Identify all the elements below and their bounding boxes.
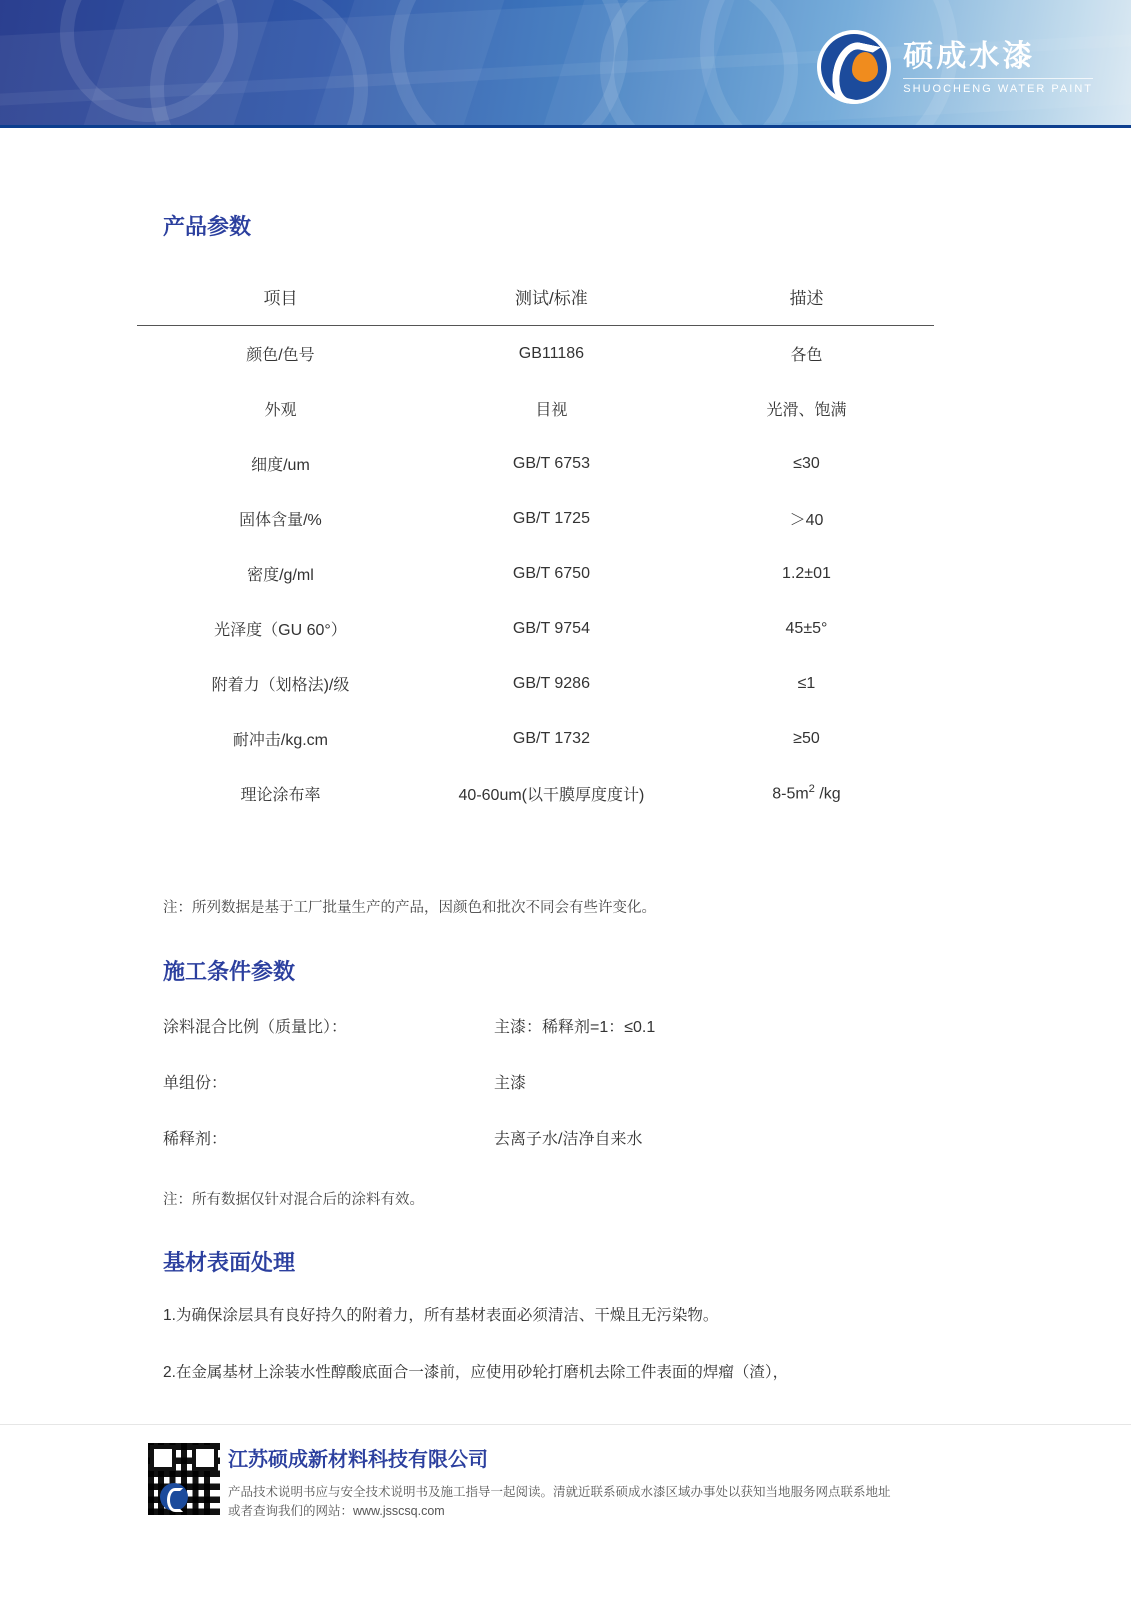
footer-logo-icon xyxy=(160,1483,188,1511)
cell-description: 光滑、饱满 xyxy=(766,402,847,419)
footer-disclaimer-line-1: 产品技术说明书应与安全技术说明书及施工指导一起阅读。清就近联系硕成水漆区域办事处以获知当地服务网点联系地址 xyxy=(228,1485,891,1499)
cell-item: 外观 xyxy=(264,402,297,419)
cell-description: ≥50 xyxy=(793,729,820,747)
construction-value: 去离子水/洁净自来水 xyxy=(494,1131,643,1148)
coverage-value-suffix: /kg xyxy=(814,785,841,803)
table-row xyxy=(137,766,934,821)
cell-item: 细度/um xyxy=(251,457,310,474)
construction-value: 主漆：稀释剂=1：≤0.1 xyxy=(494,1019,656,1036)
cell-standard: 40-60um(以干膜厚度度计) xyxy=(458,787,645,804)
logo-title-en: SHUOCHENG WATER PAINT xyxy=(903,78,1093,95)
table-header xyxy=(137,278,934,326)
table-row xyxy=(137,656,934,711)
product-parameter-table xyxy=(137,278,934,821)
cell-standard: GB/T 1732 xyxy=(512,729,590,747)
logo-mark-icon xyxy=(817,30,891,104)
cell-item: 密度/g/ml xyxy=(247,567,314,584)
table-row xyxy=(137,711,934,766)
note-product: 注：所列数据是基于工厂批量生产的产品，因颜色和批次不同会有些许变化。 xyxy=(163,900,656,916)
section-title-construction: 施工条件参数 xyxy=(163,959,296,984)
table-header-row xyxy=(137,278,934,326)
section-title-product: 产品参数 xyxy=(163,214,252,239)
construction-label: 涂料混合比例（质量比）： xyxy=(163,1019,348,1036)
footer-disclaimer-line-2: 或者查询我们的网站：www.jsscsq.com xyxy=(228,1504,445,1518)
cell-item: 理论涂布率 xyxy=(240,787,321,804)
coverage-value-exponent: 2 xyxy=(808,783,815,796)
cell-description: ≤30 xyxy=(793,454,820,472)
cell-item: 附着力（划格法)/级 xyxy=(211,677,350,694)
table-body xyxy=(137,326,934,822)
logo-title-cn: 硕成水漆 xyxy=(903,39,1036,73)
construction-value: 主漆 xyxy=(494,1075,527,1092)
table-row xyxy=(137,436,934,491)
cell-description: 1.2±01 xyxy=(782,564,831,582)
cell-item: 光泽度（GU 60°） xyxy=(214,622,347,639)
table-row xyxy=(137,491,934,546)
column-header-standard: 测试/标准 xyxy=(515,289,588,308)
table-row xyxy=(137,381,934,436)
page-footer xyxy=(0,1424,1131,1601)
cell-item: 颜色/色号 xyxy=(246,347,315,364)
cell-standard: GB11186 xyxy=(518,344,585,362)
header-divider xyxy=(0,125,1131,128)
cell-standard: GB/T 6750 xyxy=(512,564,590,582)
cell-standard: 目视 xyxy=(535,402,568,419)
coverage-value-prefix: 8-5m xyxy=(772,785,809,803)
cell-standard: GB/T 9754 xyxy=(512,619,590,637)
cell-standard: GB/T 1725 xyxy=(512,509,590,527)
cell-standard: GB/T 6753 xyxy=(512,454,590,472)
table-row xyxy=(137,546,934,601)
cell-standard: GB/T 9286 xyxy=(512,674,590,692)
substrate-paragraph: 1.为确保涂层具有良好持久的附着力，所有基材表面必须清洁、干燥且无污染物。 xyxy=(163,1307,719,1324)
note-construction: 注：所有数据仅针对混合后的涂料有效。 xyxy=(163,1192,424,1208)
cell-description: 各色 xyxy=(790,347,823,364)
cell-item: 耐冲击/kg.cm xyxy=(232,732,329,749)
construction-label: 单组份： xyxy=(163,1075,228,1092)
cell-description xyxy=(679,766,934,821)
column-header-item: 项目 xyxy=(263,289,298,308)
company-name: 江苏硕成新材料科技有限公司 xyxy=(228,1449,488,1471)
cell-description: ≤1 xyxy=(797,674,816,692)
cell-item: 固体含量/% xyxy=(239,512,322,529)
construction-label: 稀释剂： xyxy=(163,1131,228,1148)
table-row xyxy=(137,326,934,382)
table-row xyxy=(137,601,934,656)
cell-description: 45±5° xyxy=(785,619,828,637)
section-title-substrate: 基材表面处理 xyxy=(163,1250,296,1275)
page-header xyxy=(0,0,1131,128)
brand-logo xyxy=(807,26,1103,108)
column-header-description: 描述 xyxy=(789,289,824,308)
substrate-paragraph: 2.在金属基材上涂装水性醇酸底面合一漆前，应使用砂轮打磨机去除工件表面的焊瘤（渣）， xyxy=(163,1364,789,1381)
cell-description: ＞40 xyxy=(789,512,824,529)
